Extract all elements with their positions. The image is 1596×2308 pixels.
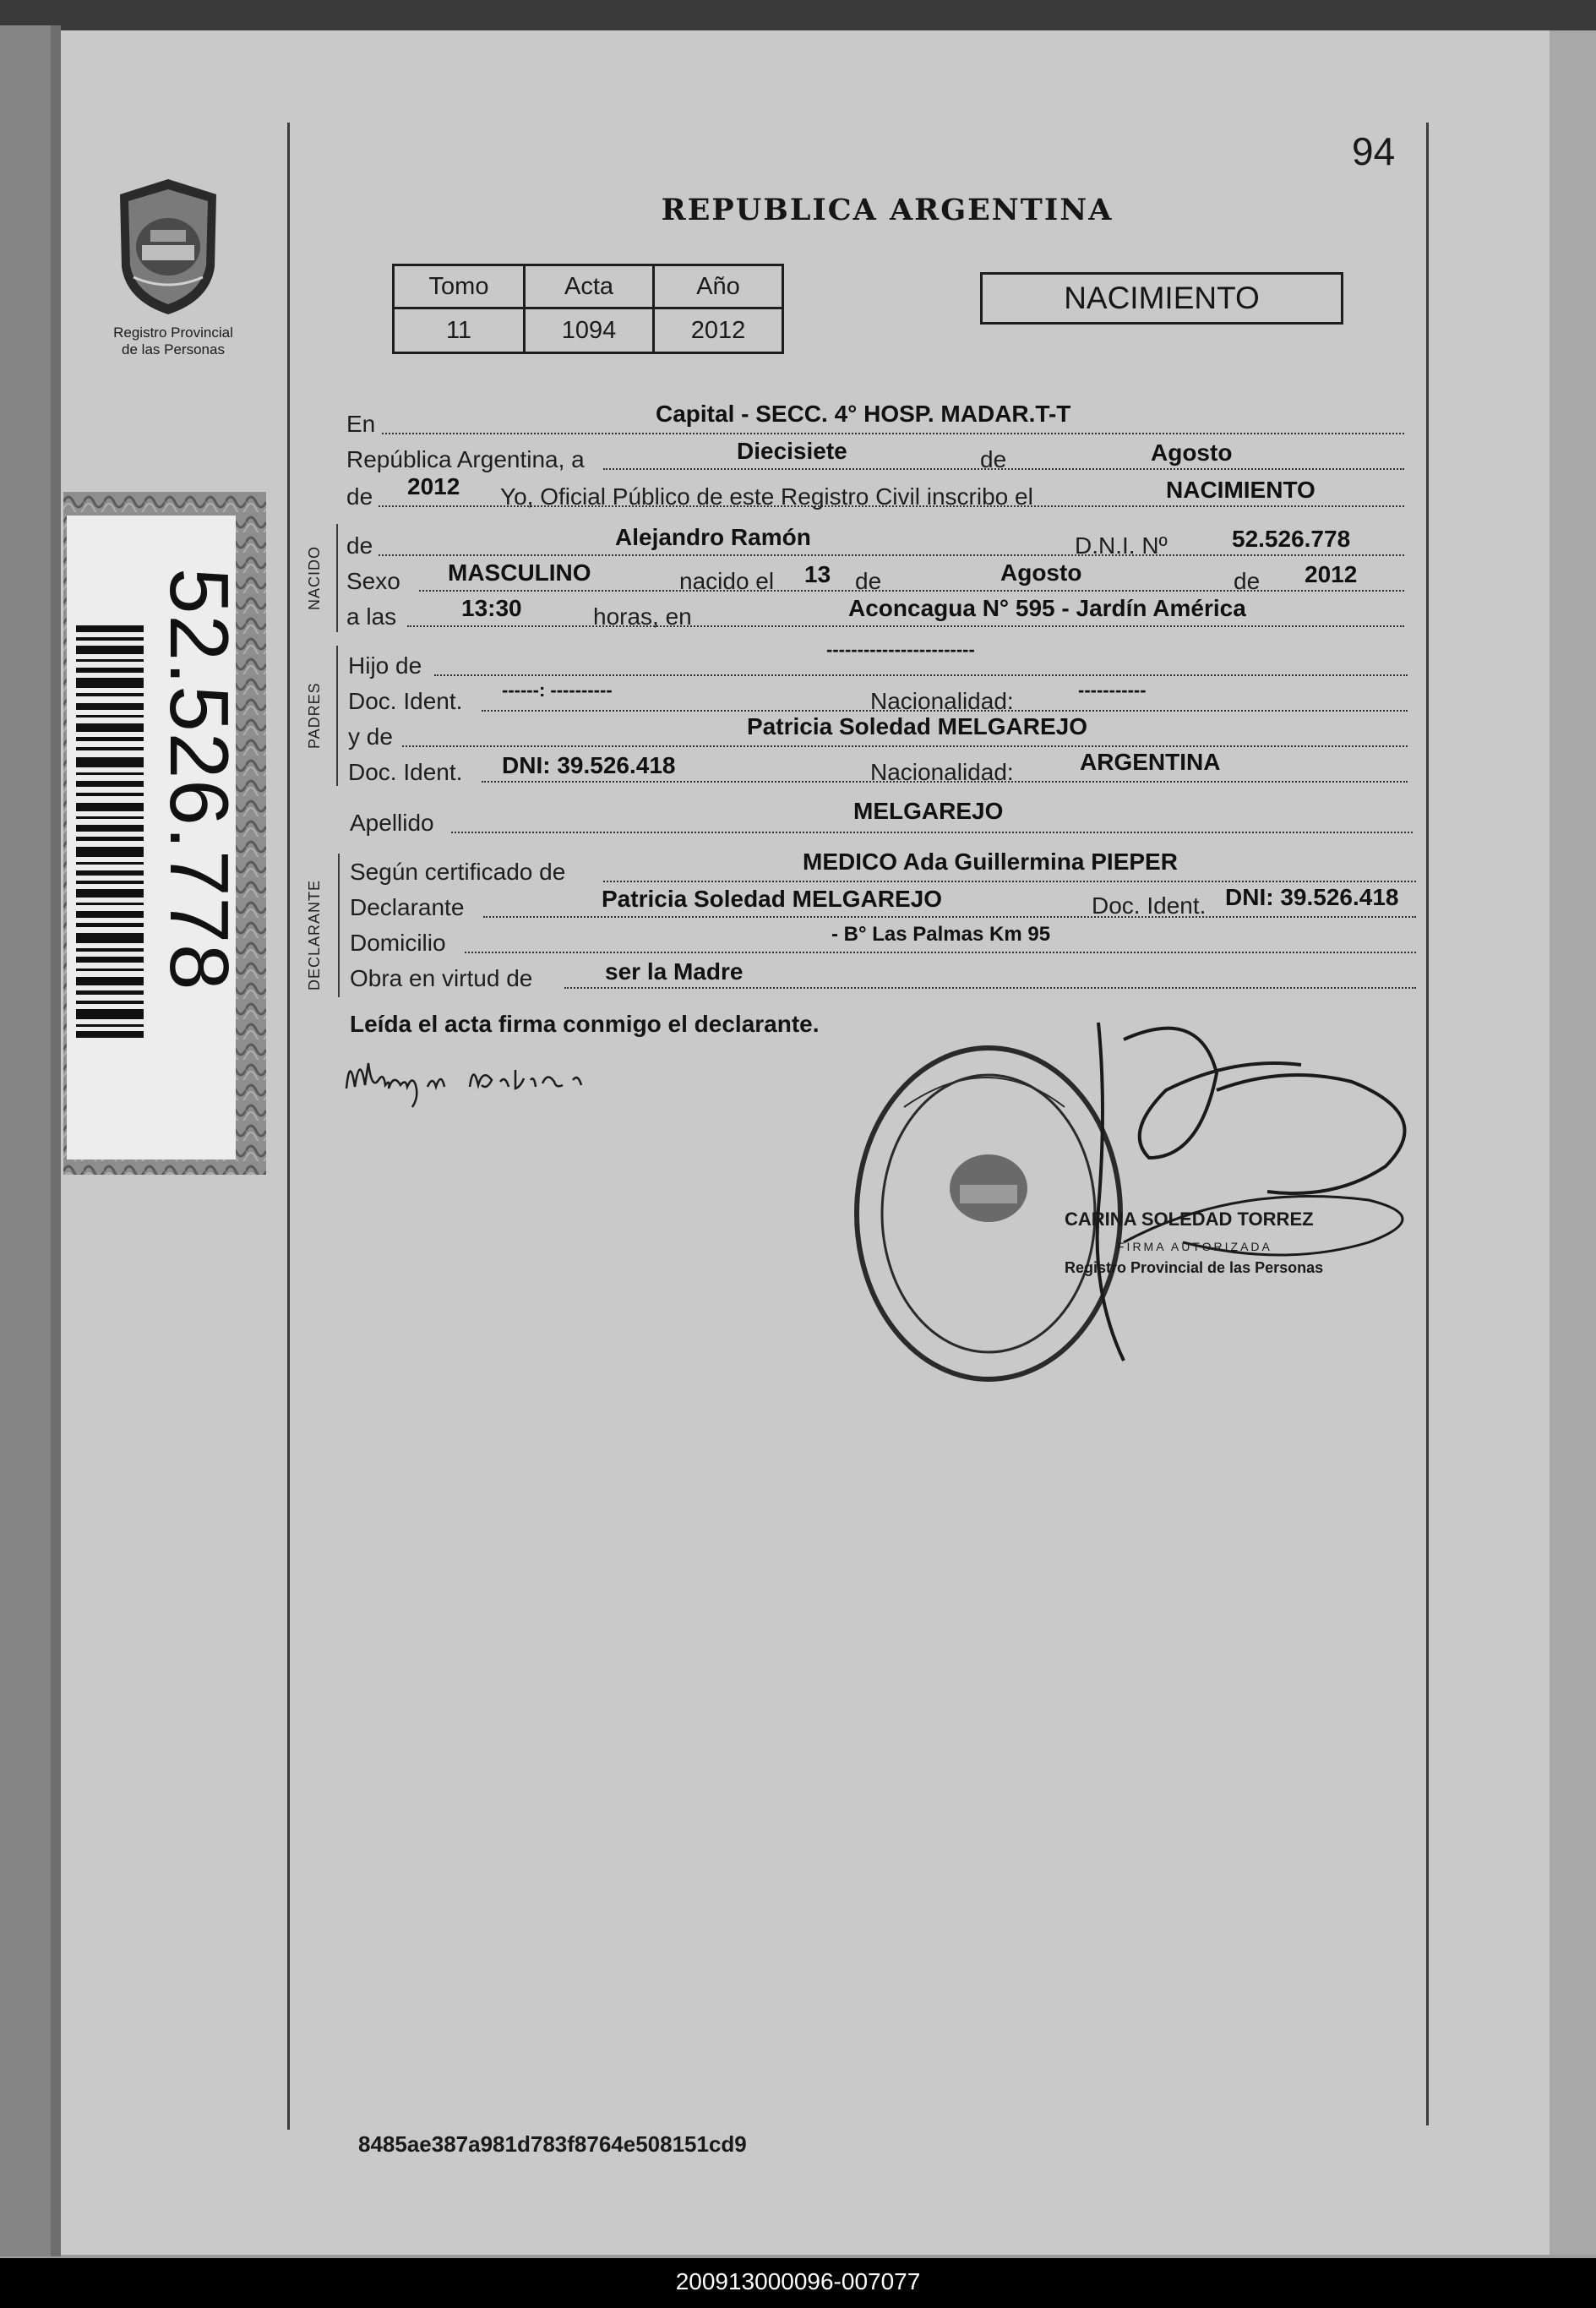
dotted-line (407, 625, 1404, 627)
month-value: Agosto (1151, 439, 1233, 466)
obra-label: Obra en virtud de (350, 965, 533, 991)
dotted-line (451, 832, 1413, 833)
certificado-label: Según certificado de (350, 859, 566, 885)
child-name-value: Alejandro Ramón (615, 524, 811, 550)
registry-logo (108, 174, 228, 318)
dotted-line (465, 952, 1416, 953)
nacido-el-label: nacido el (679, 568, 775, 594)
y-de-label: y de (348, 723, 393, 750)
de2-label: de (346, 483, 373, 510)
time-value: 13:30 (461, 595, 522, 621)
declarante-value: Patricia Soledad MELGAREJO (602, 886, 942, 912)
closing-statement: Leída el acta firma conmigo el declarante. (350, 1011, 820, 1037)
republica-label: República Argentina, a (346, 446, 585, 472)
domicilio-label: Domicilio (350, 930, 446, 956)
en-label: En (346, 411, 376, 437)
dotted-line (483, 916, 1416, 918)
birth-de-label: de (855, 568, 882, 594)
declarante-doc-value: DNI: 39.526.418 (1225, 884, 1399, 910)
sexo-label: Sexo (346, 568, 400, 594)
barcode-icon (76, 625, 144, 1039)
official-stamp (845, 989, 1453, 1394)
horas-label: horas, en (593, 603, 692, 630)
document-title: REPUBLICA ARGENTINA (661, 193, 1114, 227)
nacido-section-label: NACIDO (306, 545, 323, 610)
declarante-doc-label: Doc. Ident. (1092, 892, 1207, 919)
day-value: Diecisiete (737, 438, 847, 464)
dni-label: D.N.I. Nº (1075, 532, 1168, 559)
dotted-line (434, 674, 1408, 676)
nacionalidad-label-2: Nacionalidad: (870, 759, 1014, 785)
father-nationality-value: ----------- (1078, 679, 1147, 701)
mother-nationality-value: ARGENTINA (1080, 749, 1221, 775)
alas-label: a las (346, 603, 397, 630)
obra-value: ser la Madre (605, 958, 744, 985)
anio-value: 2012 (654, 308, 783, 353)
year-value: 2012 (407, 473, 460, 499)
padres-bracket (336, 646, 338, 786)
birth-month-value: Agosto (1000, 559, 1082, 586)
birth-place-value: Aconcagua N° 595 - Jardín América (848, 595, 1246, 621)
birth-year-value: 2012 (1305, 561, 1358, 587)
footer-code: 200913000096-007077 (675, 2268, 921, 2294)
official-name: CARINA SOLEDAD TORREZ (1065, 1209, 1314, 1230)
nacido-de-label: de (346, 532, 373, 559)
acta-value: 1094 (525, 308, 654, 353)
father-doc-value: ------: ---------- (502, 679, 613, 701)
sheet-edge (1550, 30, 1596, 2255)
declarante-section-label: DECLARANTE (306, 879, 323, 990)
father-name-value: ------------------------ (826, 639, 975, 660)
record-type-box: NACIMIENTO (980, 272, 1343, 325)
nacionalidad-label: Nacionalidad: (870, 688, 1014, 714)
registry-logo-caption (84, 325, 262, 358)
padres-section-label: PADRES (306, 682, 323, 749)
birth-de2-label: de (1234, 568, 1261, 594)
doc-ident-label: Doc. Ident. (348, 688, 463, 714)
tomo-value: 11 (394, 308, 525, 353)
hijo-de-label: Hijo de (348, 652, 422, 679)
document-hash: 8485ae387a981d783f8764e508151cd9 (358, 2131, 747, 2157)
declarante-bracket (338, 854, 340, 997)
certificado-value: MEDICO Ada Guillermina PIEPER (803, 848, 1178, 875)
dotted-line (603, 881, 1416, 882)
sexo-value: MASCULINO (448, 559, 591, 586)
declarant-signature (335, 1038, 774, 1122)
logo-caption-line-1: Registro Provincial (113, 325, 233, 341)
apellido-label: Apellido (350, 810, 434, 836)
dotted-line (379, 554, 1404, 556)
registration-table (392, 264, 784, 354)
yo-label: Yo, Oficial Público de este Registro Civil inscribo el (500, 483, 1033, 510)
birth-day-value: 13 (804, 561, 831, 587)
dotted-line (382, 433, 1404, 434)
barcode-number (145, 568, 255, 1109)
barcode-number-text: 52.526.778 (153, 568, 246, 991)
child-dni-value: 52.526.778 (1232, 526, 1351, 552)
apellido-value: MELGAREJO (853, 798, 1004, 824)
declarante-label: Declarante (350, 894, 465, 920)
dotted-line (402, 745, 1408, 747)
scan-top-strip (0, 0, 1596, 30)
mother-doc-value: DNI: 39.526.418 (502, 752, 676, 778)
official-office: Registro Provincial de las Personas (1065, 1259, 1324, 1276)
nacido-bracket (336, 524, 338, 632)
doc-ident-label-2: Doc. Ident. (348, 759, 463, 785)
place-value: Capital - SECC. 4° HOSP. MADAR.T-T (656, 401, 1071, 427)
domicilio-value: - B° Las Palmas Km 95 (831, 923, 1051, 946)
left-margin-line (287, 123, 290, 2130)
de-label: de (980, 446, 1007, 472)
mother-name-value: Patricia Soledad MELGAREJO (747, 713, 1087, 739)
tomo-header: Tomo (394, 265, 525, 308)
page-number: 94 (1352, 129, 1396, 173)
logo-caption-line-2: de las Personas (122, 341, 225, 357)
anio-header: Año (654, 265, 783, 308)
inscribed-value: NACIMIENTO (1166, 477, 1315, 503)
acta-header: Acta (525, 265, 654, 308)
spine-edge (51, 25, 61, 2256)
official-role: FIRMA AUTORIZADA (1117, 1240, 1272, 1253)
